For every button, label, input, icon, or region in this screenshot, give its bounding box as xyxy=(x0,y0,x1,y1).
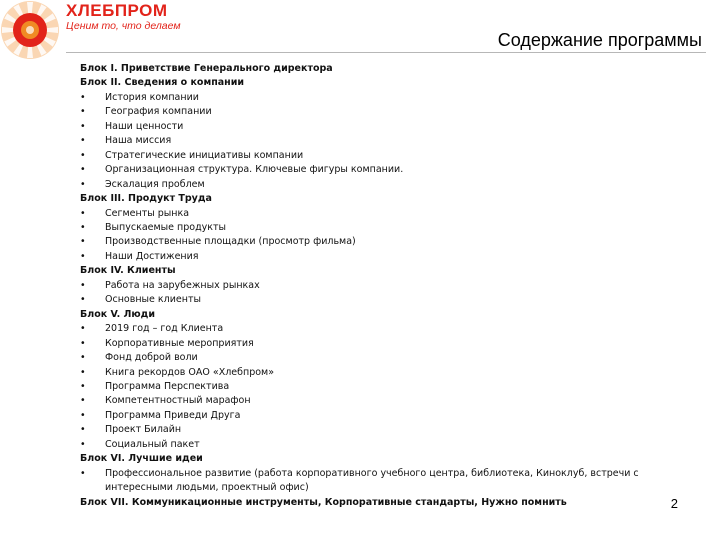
list-item-text: Стратегические инициативы компании xyxy=(105,149,304,161)
bullet-icon: • xyxy=(80,409,86,421)
bullet-icon: • xyxy=(80,236,86,248)
list-item xyxy=(80,235,680,249)
brand-name: ХЛЕБПРОМ xyxy=(66,1,168,20)
bullet-icon: • xyxy=(80,207,86,219)
list-item xyxy=(80,221,680,235)
list-item-text: Проект Билайн xyxy=(105,424,182,436)
list-item-text: Основные клиенты xyxy=(105,294,201,306)
bullet-icon: • xyxy=(80,323,86,335)
bullet-icon: • xyxy=(80,178,86,190)
list-item-text: Программа Приведи Друга xyxy=(105,409,241,421)
list-item xyxy=(80,438,680,452)
bullet-icon: • xyxy=(80,395,86,407)
list-item-text: История компании xyxy=(105,91,199,103)
page-title: Содержание программы xyxy=(497,30,702,50)
list-item xyxy=(80,178,680,192)
bullet-icon: • xyxy=(80,149,86,161)
list-item xyxy=(80,250,680,264)
bullet-icon: • xyxy=(80,467,86,479)
section-heading: Блок IV. Клиенты xyxy=(80,265,176,277)
list-item-text: Сегменты рынка xyxy=(105,207,190,219)
bullet-icon: • xyxy=(80,135,86,147)
list-item xyxy=(80,394,680,408)
list-item xyxy=(80,120,680,134)
bullet-icon: • xyxy=(80,279,86,291)
list-item-text: Фонд доброй воли xyxy=(105,352,198,364)
section-heading: Блок VI. Лучшие идеи xyxy=(80,453,203,465)
list-item-text: Программа Перспектива xyxy=(105,380,230,392)
list-item-text: Профессиональное развитие (работа корпоративного учебного центра, библиотека, Киноклуб, встречи с интересными людьми, проектный офис) xyxy=(105,467,639,494)
brand-slogan: Ценим то, что делаем xyxy=(66,20,181,32)
bullet-icon: • xyxy=(80,366,86,378)
program-outline xyxy=(80,62,680,510)
section-heading: Блок I. Приветствие Генерального директора xyxy=(80,63,333,74)
page-number: 2 xyxy=(670,496,678,511)
list-item xyxy=(80,134,680,148)
sunburst-logo-icon xyxy=(0,0,60,60)
list-item-text: Производственные площадки (просмотр фильма) xyxy=(105,236,356,248)
list-item xyxy=(80,149,680,163)
list-item xyxy=(80,207,680,221)
list-item xyxy=(80,423,680,437)
list-item-text: Корпоративные мероприятия xyxy=(105,337,254,349)
list-item xyxy=(80,322,680,336)
bullet-icon: • xyxy=(80,438,86,450)
list-item-text: Эскалация проблем xyxy=(105,178,205,190)
bullet-icon: • xyxy=(80,424,86,436)
list-item xyxy=(80,380,680,394)
section-heading: Блок V. Люди xyxy=(80,308,155,320)
list-item-text: Наши Достижения xyxy=(105,250,199,262)
bullet-icon: • xyxy=(80,337,86,349)
list-item xyxy=(80,279,680,293)
list-item xyxy=(80,337,680,351)
list-item-text: Работа на зарубежных рынках xyxy=(105,279,260,291)
list-item xyxy=(80,366,680,380)
bullet-icon: • xyxy=(80,164,86,176)
list-item xyxy=(80,293,680,307)
bullet-icon: • xyxy=(80,250,86,262)
list-item xyxy=(80,409,680,423)
bullet-icon: • xyxy=(80,106,86,118)
list-item-text: Организационная структура. Ключевые фигуры компании. xyxy=(105,164,404,176)
list-item-text: Компетентностный марафон xyxy=(105,395,251,407)
list-item xyxy=(80,163,680,177)
list-item-text: 2019 год – год Клиента xyxy=(105,323,224,335)
list-item-text: Выпускаемые продукты xyxy=(105,221,227,233)
list-item-text: Социальный пакет xyxy=(105,438,200,450)
bullet-icon: • xyxy=(80,352,86,364)
bullet-icon: • xyxy=(80,120,86,132)
section-heading: Блок III. Продукт Труда xyxy=(80,193,212,205)
list-item-text: География компании xyxy=(105,106,212,118)
list-item xyxy=(80,91,680,105)
list-item xyxy=(80,467,680,496)
bullet-icon: • xyxy=(80,380,86,392)
list-item-text: Наши ценности xyxy=(105,120,184,132)
header-divider xyxy=(66,52,706,53)
section-heading: Блок VII. Коммуникационные инструменты, Корпоративные стандарты, Нужно помнить xyxy=(80,496,567,508)
list-item-text: Наша миссия xyxy=(105,135,172,147)
list-item xyxy=(80,351,680,365)
section-heading: Блок II. Сведения о компании xyxy=(80,77,245,89)
list-item-text: Книга рекордов ОАО «Хлебпром» xyxy=(105,366,275,378)
bullet-icon: • xyxy=(80,294,86,306)
list-item xyxy=(80,105,680,119)
bullet-icon: • xyxy=(80,91,86,103)
bullet-icon: • xyxy=(80,221,86,233)
